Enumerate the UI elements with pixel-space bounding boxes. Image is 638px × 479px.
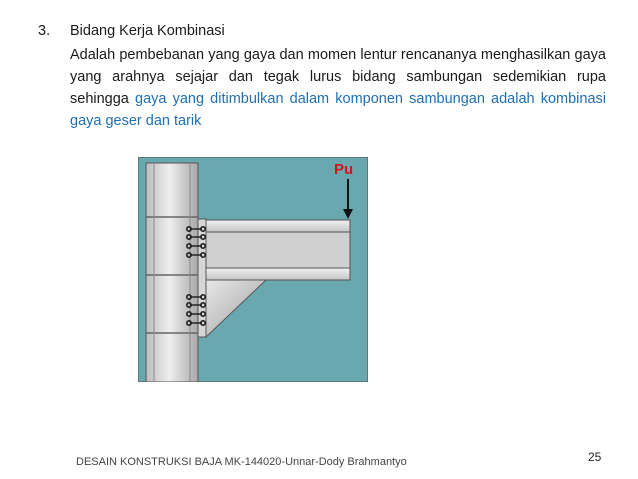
load-label: Pu: [334, 161, 354, 178]
section-heading: [38, 21, 225, 41]
paragraph-highlight: gaya yang ditimbulkan dalam komponen sambungan adalah kombinasi gaya geser dan tarik: [70, 91, 606, 129]
body-paragraph: [70, 44, 606, 132]
section-number: 3.: [38, 23, 51, 39]
footer-text: DESAIN KONSTRUKSI BAJA MK-144020-Unnar-Dody Brahmantyo: [76, 456, 407, 468]
connection-figure: [138, 157, 368, 382]
paragraph-text: Adalah pembebanan yang gaya dan momen lentur rencananya menghasilkan gaya yang arahnya sejajar dan tegak lurus bidang sambungan sedemikian rupa sehingga: [70, 47, 606, 107]
section-title: Bidang Kerja Kombinasi: [70, 23, 225, 39]
page-number: 25: [588, 450, 602, 464]
steel-beam: [206, 220, 350, 280]
steel-column: [146, 163, 198, 382]
